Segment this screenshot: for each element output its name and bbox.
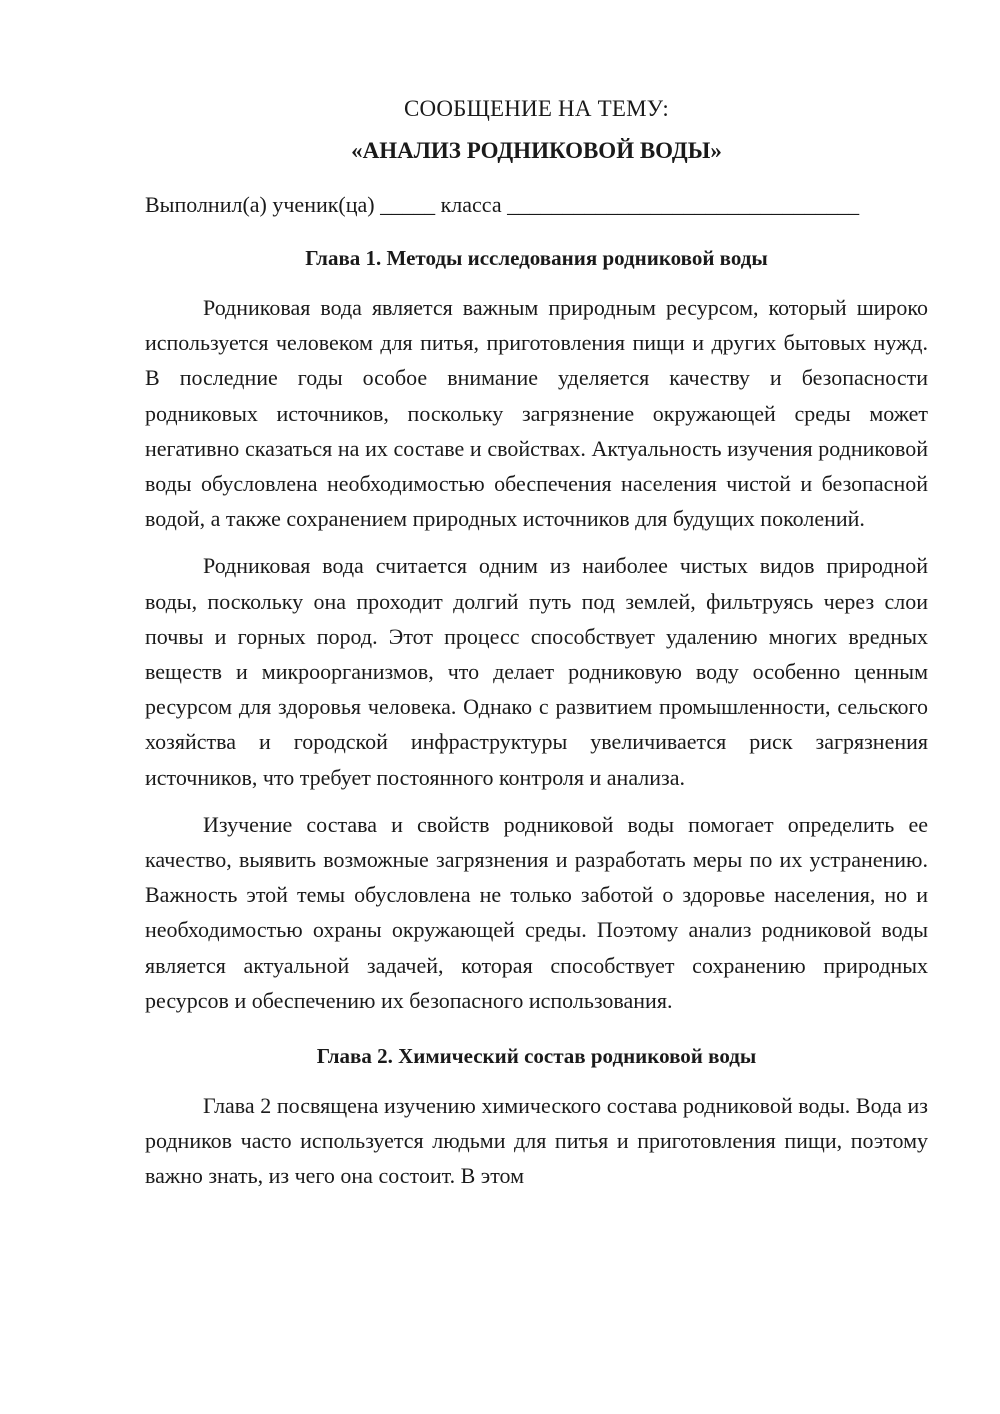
chapter-1-title: Глава 1. Методы исследования родниковой воды bbox=[305, 246, 768, 270]
chapter-2-paragraph-1: Глава 2 посвящена изучению химического состава родниковой воды. Вода из родников часто используется людьми для питья и приготовления пищи, поэтому важно знать, из чего она состоит. В этом bbox=[145, 1093, 928, 1189]
document-heading-topic: «АНАЛИЗ РОДНИКОВОЙ ВОДЫ» bbox=[351, 138, 722, 163]
student-info-line: Выполнил(а) ученик(ца) _____ класса ________________________________ bbox=[145, 192, 860, 217]
chapter-1-paragraph-1: Родниковая вода является важным природным ресурсом, который широко используется человеком для питья, приготовления пищи и других бытовых нужд. В последние годы особое внимание уделяется качеству и безопасности родниковых источников, поскольку загрязнение окружающей среды может негативно сказаться на их составе и свойствах. Актуальность изучения родниковой воды обусловлена необходимостью обеспечения населения чистой и безопасной водой, а также сохранением природных источников для будущих поколений. bbox=[145, 295, 928, 532]
chapter-1-paragraph-2: Родниковая вода считается одним из наиболее чистых видов природной воды, поскольку она проходит долгий путь под землей, фильтруясь через слои почвы и горных пород. Этот процесс способствует удалению многих вредных веществ и микроорганизмов, что делает родниковую воду особенно ценным ресурсом для здоровья человека. Однако с развитием промышленности, сельского хозяйства и городской инфраструктуры увеличивается риск загрязнения источников, что требует постоянного контроля и анализа. bbox=[145, 553, 928, 790]
chapter-2-title: Глава 2. Химический состав родниковой воды bbox=[316, 1044, 757, 1069]
chapter-1-paragraph-3: Изучение состава и свойств родниковой воды помогает определить ее качество, выявить возможные загрязнения и разработать меры по их устранению. Важность этой темы обусловлена не только заботой о здоровье населения, но и необходимостью охраны окружающей среды. Поэтому анализ родниковой воды является актуальной задачей, которая способствует сохранению природных ресурсов и обеспечению их безопасного использования. bbox=[145, 811, 928, 1013]
document-heading-line1: СООБЩЕНИЕ НА ТЕМУ: bbox=[404, 96, 669, 121]
